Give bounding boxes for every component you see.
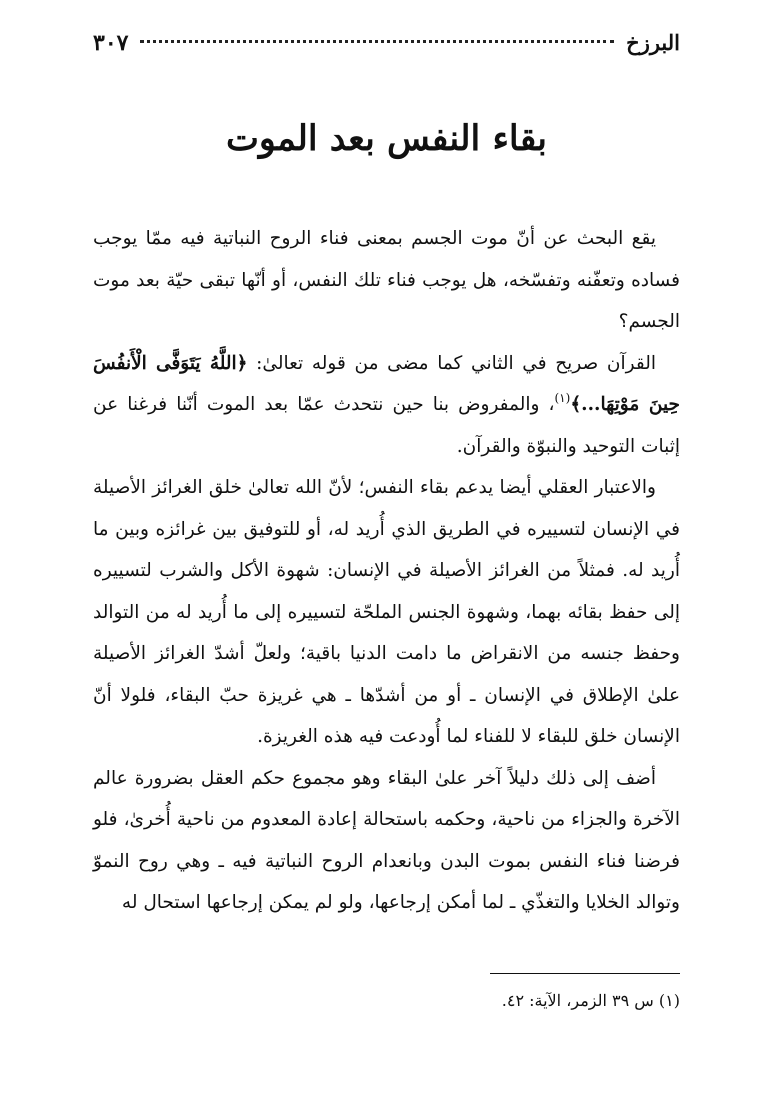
footnote: (١) س ٣٩ الزمر، الآية: ٤٢.	[501, 991, 680, 1010]
paragraph-2-start: القرآن صريح في الثاني كما مضى من قوله تعالىٰ:	[247, 352, 656, 374]
paragraph-2-end: ، والمفروض بنا حين نتحدث عمّا بعد الموت أنّنا فرغنا عن إثبات التوحيد والنبوّة والقرآن.	[93, 394, 680, 457]
footnote-reference: (١)	[554, 391, 571, 405]
body-text	[93, 218, 680, 924]
running-header	[93, 30, 680, 62]
quran-quote: ﴿اللَّهُ يَتَوَفَّى الْأَنفُسَ حِينَ مَوْتِهَا...﴾	[93, 352, 680, 415]
header-dot-leader	[140, 40, 614, 43]
page-number: ٣٠٧	[93, 30, 129, 56]
chapter-title: البرزخ	[626, 30, 680, 55]
paragraph-2	[93, 343, 680, 468]
paragraph-1: يقع البحث عن أنّ موت الجسم بمعنى فناء الروح النباتية فيه ممّا يوجب فساده وتعفّنه وتفسّخه، هل يوجب فناء تلك النفس، أو أنّها تبقى حيّة بعد موت الجسم؟	[93, 228, 680, 332]
section-title: بقاء النفس بعد الموت	[225, 118, 548, 159]
footnote-divider	[490, 973, 680, 974]
paragraph-4: أضف إلى ذلك دليلاً آخر علىٰ البقاء وهو مجموع حكم العقل بضرورة عالم الآخرة والجزاء من ناحية، وحكمه باستحالة إعادة المعدوم من ناحية أُخرىٰ، فلو فرضنا فناء النفس بموت البدن وبانعدام الروح النباتية فيه ـ وهي روح النموّ وتوالد الخلايا والتغذّي ـ لما أمكن إرجاعها، ولو لم يمكن إرجاعها استحال له	[93, 767, 680, 913]
paragraph-3: والاعتبار العقلي أيضا يدعم بقاء النفس؛ لأنّ الله تعالىٰ خلق الغرائز الأصيلة في الإنسان لتسييره في الطريق الذي أُريد له، أو للتوفيق بين غرائزه وبين ما أُريد له. فمثلاً من الغرائز الأصيلة في الإنسان: شهوة الأكل والشرب لتسييره إلى حفظ بقائه بهما، وشهوة الجنس الملحّة لتسييره إلى ما أُريد له من التوالد وحفظ جنسه من الانقراض ما دامت الدنيا باقية؛ ولعلّ أشدّ الغرائز الأصيلة علىٰ الإطلاق في الإنسان ـ أو من أشدّها ـ هي غريزة حبّ البقاء، فلولا أنّ الإنسان خلق للبقاء لا للفناء لما أُودعت فيه هذه الغريزة.	[93, 477, 680, 747]
